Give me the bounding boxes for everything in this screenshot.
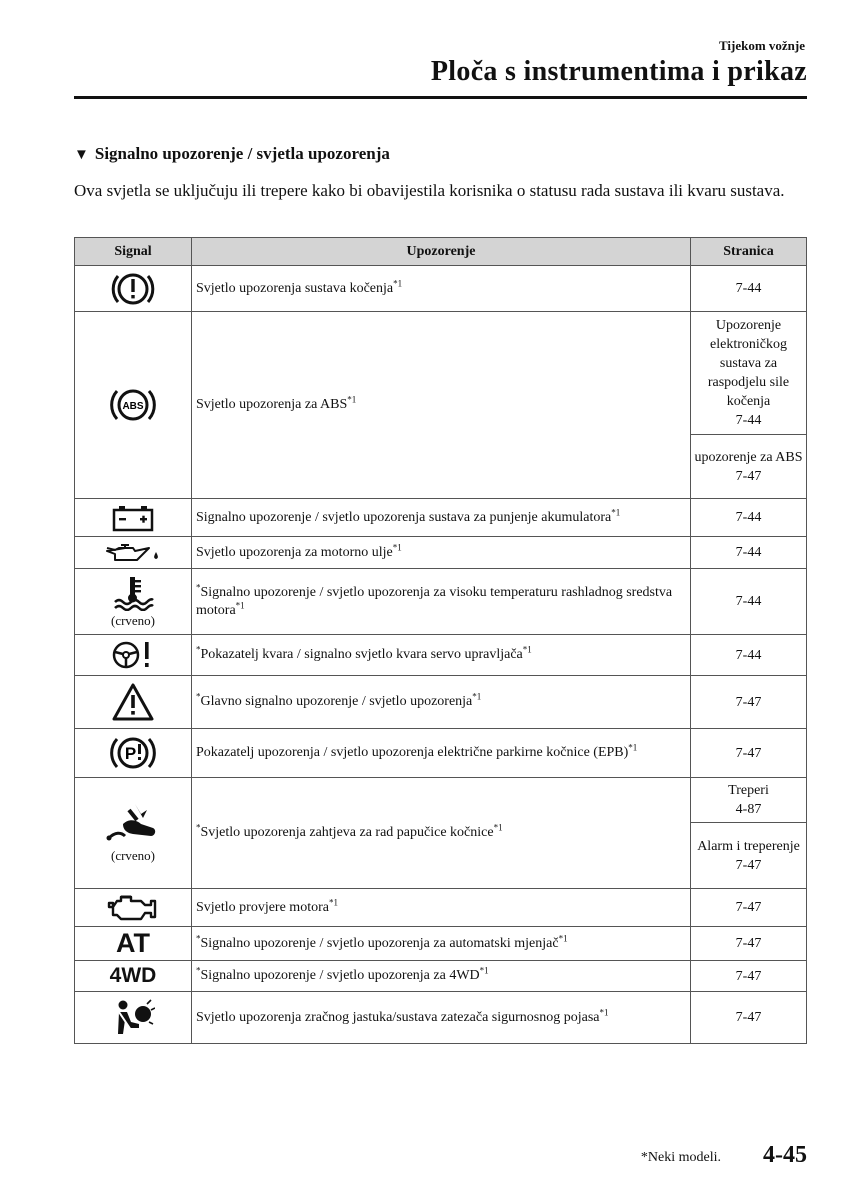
page-ref: Treperi 4-87 bbox=[691, 778, 807, 823]
table-header-row bbox=[75, 238, 807, 266]
page-ref: 7-47 bbox=[691, 889, 807, 927]
airbag-icon bbox=[75, 992, 192, 1044]
table-row bbox=[75, 499, 807, 537]
page-ref: 7-47 bbox=[691, 992, 807, 1044]
table-row bbox=[75, 537, 807, 569]
section-title-text: Signalno upozorenje / svjetla upozorenja bbox=[94, 144, 390, 163]
footnote: *Neki modeli. bbox=[640, 1150, 721, 1165]
page-ref: upozorenje za ABS 7-47 bbox=[691, 435, 807, 499]
parking-brake-icon bbox=[75, 729, 192, 778]
section-heading bbox=[74, 144, 390, 164]
page-title: Ploča s instrumentima i prikaz bbox=[430, 56, 807, 87]
svg-text:ABS: ABS bbox=[122, 401, 144, 412]
warning-text: *Pokazatelj kvara / signalno svjetlo kvara servo upravljača$^{*1}$ bbox=[192, 635, 691, 676]
warning-text: *Signalno upozorenje / svjetlo upozorenja za 4WD$^{*1}$ bbox=[192, 961, 691, 992]
page-ref: Upozorenje elektroničkog sustava za raspodjelu sile kočenja 7-44 bbox=[691, 312, 807, 435]
header-rule bbox=[74, 96, 807, 99]
table-row bbox=[75, 676, 807, 729]
battery-icon bbox=[75, 499, 192, 537]
page-ref: 7-44 bbox=[691, 569, 807, 635]
4wd-icon: 4WD bbox=[75, 961, 192, 992]
table-row bbox=[75, 635, 807, 676]
warning-text: *Signalno upozorenje / svjetlo upozorenja za visoku temperaturu rashladnog sredstva motora$^{*1}$ bbox=[192, 569, 691, 635]
page-ref: 7-47 bbox=[691, 676, 807, 729]
page-ref: 7-44 bbox=[691, 266, 807, 312]
master-warning-icon bbox=[75, 676, 192, 729]
page-ref: 7-47 bbox=[691, 961, 807, 992]
brake-pedal-icon bbox=[75, 778, 192, 889]
header-signal: Signal bbox=[75, 238, 192, 266]
warning-text: Svjetlo upozorenja za ABS$^{*1}$ bbox=[192, 312, 691, 499]
table-row bbox=[75, 569, 807, 635]
warning-text: Pokazatelj upozorenja / svjetlo upozorenja električne parkirne kočnice (EPB)$^{*1}$ bbox=[192, 729, 691, 778]
oil-can-icon bbox=[75, 537, 192, 569]
page-ref: 7-47 bbox=[691, 927, 807, 961]
abs-warning-icon bbox=[75, 312, 192, 499]
running-header: Tijekom vožnje bbox=[718, 38, 805, 53]
warning-text: Signalno upozorenje / svjetlo upozorenja sustava za punjenje akumulatora$^{*1}$ bbox=[192, 499, 691, 537]
intro-paragraph: Ova svjetla se uključuju ili trepere kako bi obavijestila korisnika o statusu rada sustava ili kvaru sustava. bbox=[74, 181, 785, 200]
warning-text: *Svjetlo upozorenja zahtjeva za rad papučice kočnice$^{*1}$ bbox=[192, 778, 691, 889]
header-warning: Upozorenje bbox=[192, 238, 691, 266]
color-note: (crveno) bbox=[110, 612, 156, 628]
steering-warning-icon bbox=[75, 635, 192, 676]
page-ref: Alarm i treperenje 7-47 bbox=[691, 823, 807, 889]
color-note: (crveno) bbox=[110, 848, 156, 863]
page-ref: 7-44 bbox=[691, 499, 807, 537]
warning-text: *Glavno signalno upozorenje / svjetlo upozorenja$^{*1}$ bbox=[192, 676, 691, 729]
check-engine-icon bbox=[75, 889, 192, 927]
triangle-marker-icon: ▼ bbox=[74, 147, 89, 163]
page-ref: 7-47 bbox=[691, 729, 807, 778]
table-row bbox=[75, 312, 807, 435]
brake-warning-icon bbox=[75, 266, 192, 312]
warning-text: Svjetlo upozorenja sustava kočenja$^{*1}$ bbox=[192, 266, 691, 312]
warning-text: Svjetlo provjere motora$^{*1}$ bbox=[192, 889, 691, 927]
warning-text: *Signalno upozorenje / svjetlo upozorenja za automatski mjenjač$^{*1}$ bbox=[192, 927, 691, 961]
page-ref: 7-44 bbox=[691, 537, 807, 569]
warning-text: Svjetlo upozorenja za motorno ulje$^{*1}$ bbox=[192, 537, 691, 569]
table-row bbox=[75, 889, 807, 927]
table-row bbox=[75, 961, 807, 992]
svg-text:P: P bbox=[124, 744, 137, 763]
coolant-temp-icon bbox=[75, 569, 192, 635]
warning-lights-table bbox=[74, 237, 807, 1044]
page-number: 4-45 bbox=[763, 1142, 807, 1168]
table-row bbox=[75, 778, 807, 823]
table-row bbox=[75, 927, 807, 961]
warning-text: Svjetlo upozorenja zračnog jastuka/sustava zatezača sigurnosnog pojasa$^{*1}$ bbox=[192, 992, 691, 1044]
table-row bbox=[75, 992, 807, 1044]
header-page: Stranica bbox=[691, 238, 807, 266]
table-row bbox=[75, 729, 807, 778]
at-icon: AT bbox=[75, 927, 192, 961]
table-row bbox=[75, 266, 807, 312]
page-ref: 7-44 bbox=[691, 635, 807, 676]
